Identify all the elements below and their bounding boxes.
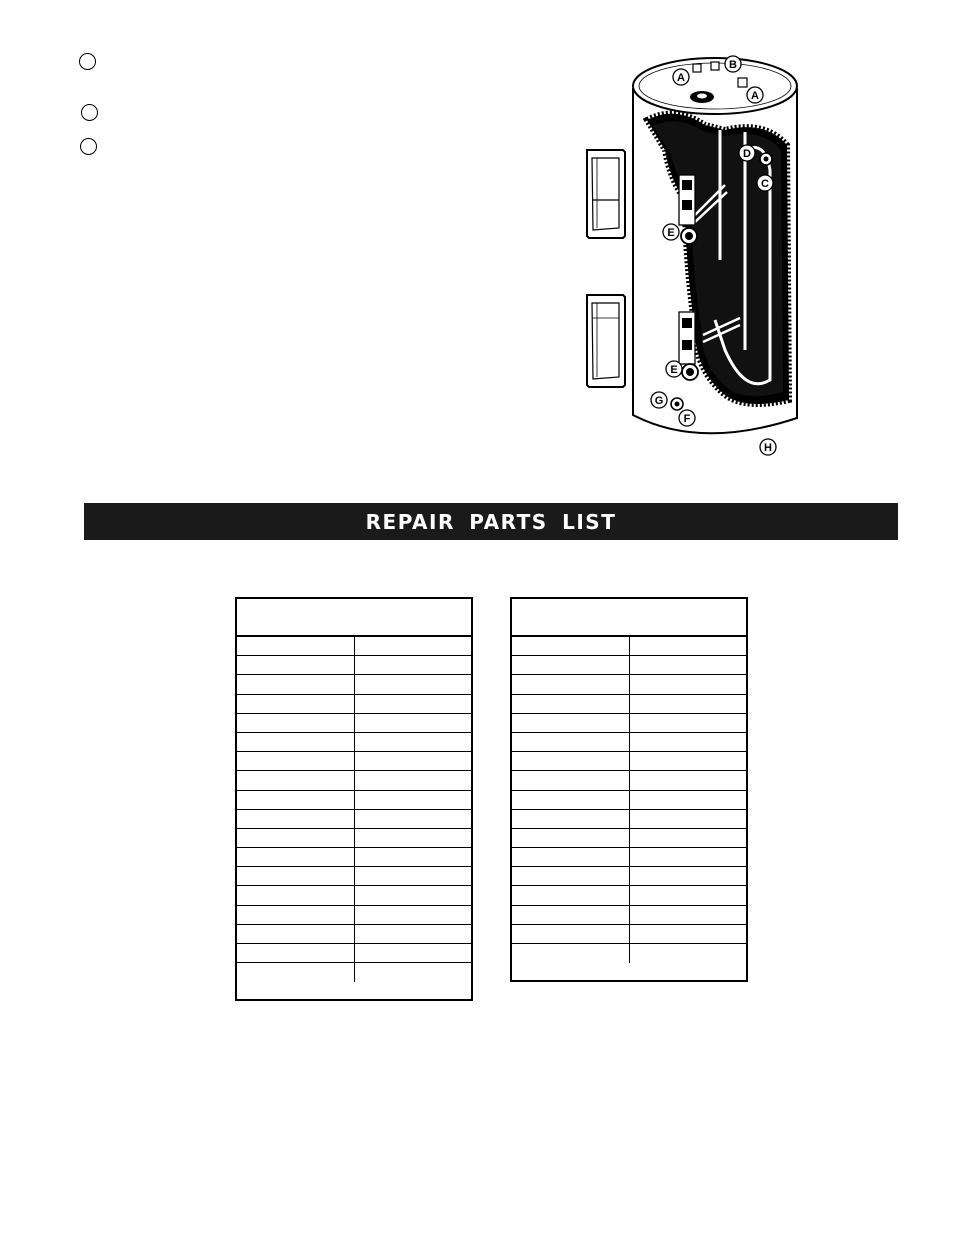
part-number-cell: [237, 695, 355, 713]
table-row: [237, 906, 471, 925]
callout-e: [666, 361, 682, 377]
table-row: [237, 714, 471, 733]
callout-f: [679, 410, 695, 426]
legend-circle-2: [81, 104, 98, 121]
table-row: [512, 848, 746, 867]
description-cell: [355, 752, 472, 770]
table-row: [512, 867, 746, 886]
part-number-cell: [512, 867, 630, 885]
part-number-cell: [237, 829, 355, 847]
part-number-cell: [237, 906, 355, 924]
drain-valve: [671, 398, 683, 410]
table-row: [237, 771, 471, 790]
lower-element-fitting: [682, 364, 698, 380]
callout-a: [673, 69, 689, 85]
callout-e: [663, 224, 679, 240]
relief-valve: [760, 153, 772, 165]
part-number-cell: [237, 656, 355, 674]
description-cell: [630, 675, 747, 693]
table-row: [237, 829, 471, 848]
description-cell: [630, 867, 747, 885]
description-cell: [355, 771, 472, 789]
table-body: [512, 637, 746, 963]
description-cell: [630, 733, 747, 751]
part-number-cell: [237, 752, 355, 770]
callout-letter: G: [654, 395, 664, 407]
description-cell: [630, 695, 747, 713]
part-number-cell: [512, 752, 630, 770]
part-number-cell: [512, 714, 630, 732]
description-cell: [355, 637, 472, 655]
part-number-cell: [512, 925, 630, 943]
table-header: [237, 599, 471, 637]
table-row: [237, 810, 471, 829]
description-cell: [630, 925, 747, 943]
callout-letter: E: [670, 364, 678, 376]
table-row: [237, 637, 471, 656]
table-row: [512, 925, 746, 944]
part-number-cell: [237, 810, 355, 828]
parts-table-right: [510, 597, 748, 982]
repair-parts-banner: [84, 503, 898, 540]
part-number-cell: [512, 886, 630, 904]
description-cell: [630, 944, 747, 963]
callout-a: [747, 87, 763, 103]
callout-letter: C: [761, 178, 769, 190]
description-cell: [630, 637, 747, 655]
table-row: [237, 963, 471, 982]
table-row: [512, 906, 746, 925]
table-row: [512, 637, 746, 656]
part-number-cell: [237, 867, 355, 885]
description-cell: [355, 963, 472, 982]
part-number-cell: [237, 771, 355, 789]
description-cell: [355, 906, 472, 924]
table-row: [237, 867, 471, 886]
part-number-cell: [237, 925, 355, 943]
part-number-cell: [237, 886, 355, 904]
description-cell: [355, 925, 472, 943]
part-number-cell: [512, 695, 630, 713]
part-number-cell: [237, 848, 355, 866]
legend-circle-1: [79, 53, 96, 70]
description-cell: [355, 675, 472, 693]
callout-c: [757, 175, 773, 191]
description-cell: [355, 791, 472, 809]
description-cell: [630, 886, 747, 904]
callout-letter: H: [764, 442, 772, 454]
table-row: [237, 925, 471, 944]
callout-letter: D: [743, 148, 751, 160]
description-cell: [355, 656, 472, 674]
part-number-cell: [237, 637, 355, 655]
table-row: [237, 695, 471, 714]
part-number-cell: [512, 944, 630, 963]
description-cell: [355, 810, 472, 828]
description-cell: [355, 829, 472, 847]
legend-circle-3: [80, 138, 97, 155]
part-number-cell: [512, 848, 630, 866]
description-cell: [630, 771, 747, 789]
table-row: [512, 752, 746, 771]
table-row: [237, 752, 471, 771]
description-cell: [630, 714, 747, 732]
callout-letter: F: [683, 413, 691, 425]
part-number-cell: [237, 733, 355, 751]
description-cell: [355, 886, 472, 904]
table-row: [512, 810, 746, 829]
callout-g: [651, 392, 667, 408]
callout-h: [760, 439, 776, 455]
parts-table-left: [235, 597, 473, 1001]
banner-title: REPAIR PARTS LIST: [365, 509, 617, 534]
table-row: [237, 791, 471, 810]
table-row: [512, 656, 746, 675]
description-cell: [630, 791, 747, 809]
description-cell: [355, 733, 472, 751]
table-row: [512, 771, 746, 790]
table-body: [237, 637, 471, 982]
part-number-cell: [237, 791, 355, 809]
description-cell: [630, 848, 747, 866]
description-cell: [355, 714, 472, 732]
part-number-cell: [237, 714, 355, 732]
part-number-cell: [237, 675, 355, 693]
description-cell: [630, 829, 747, 847]
part-number-cell: [237, 963, 355, 982]
description-cell: [630, 906, 747, 924]
water-heater-diagram: [575, 50, 815, 460]
description-cell: [630, 810, 747, 828]
access-panel-cover-lower: [587, 295, 625, 387]
part-number-cell: [512, 771, 630, 789]
part-number-cell: [237, 944, 355, 962]
table-row: [237, 848, 471, 867]
table-row: [237, 656, 471, 675]
part-number-cell: [512, 829, 630, 847]
part-number-cell: [512, 906, 630, 924]
callout-letter: A: [751, 90, 759, 102]
part-number-cell: [512, 810, 630, 828]
table-row: [512, 695, 746, 714]
callout-letter: E: [667, 227, 675, 239]
table-row: [237, 944, 471, 963]
table-row: [512, 886, 746, 905]
upper-thermostat: [679, 175, 695, 225]
description-cell: [355, 695, 472, 713]
description-cell: [355, 944, 472, 962]
table-row: [512, 733, 746, 752]
table-row: [237, 886, 471, 905]
table-row: [512, 944, 746, 963]
callout-b: [725, 56, 741, 72]
table-row: [237, 733, 471, 752]
table-header: [512, 599, 746, 637]
lower-thermostat: [679, 312, 695, 364]
table-row: [512, 714, 746, 733]
part-number-cell: [512, 791, 630, 809]
description-cell: [630, 752, 747, 770]
table-row: [512, 675, 746, 694]
access-panel-cover-upper: [587, 150, 625, 238]
description-cell: [630, 656, 747, 674]
description-cell: [355, 848, 472, 866]
part-number-cell: [512, 675, 630, 693]
part-number-cell: [512, 733, 630, 751]
upper-element-fitting: [681, 228, 697, 244]
callout-d: [739, 145, 755, 161]
table-row: [512, 829, 746, 848]
table-row: [512, 791, 746, 810]
part-number-cell: [512, 656, 630, 674]
callout-letter: A: [677, 72, 685, 84]
part-number-cell: [512, 637, 630, 655]
description-cell: [355, 867, 472, 885]
callout-letter: B: [729, 59, 737, 71]
table-row: [237, 675, 471, 694]
